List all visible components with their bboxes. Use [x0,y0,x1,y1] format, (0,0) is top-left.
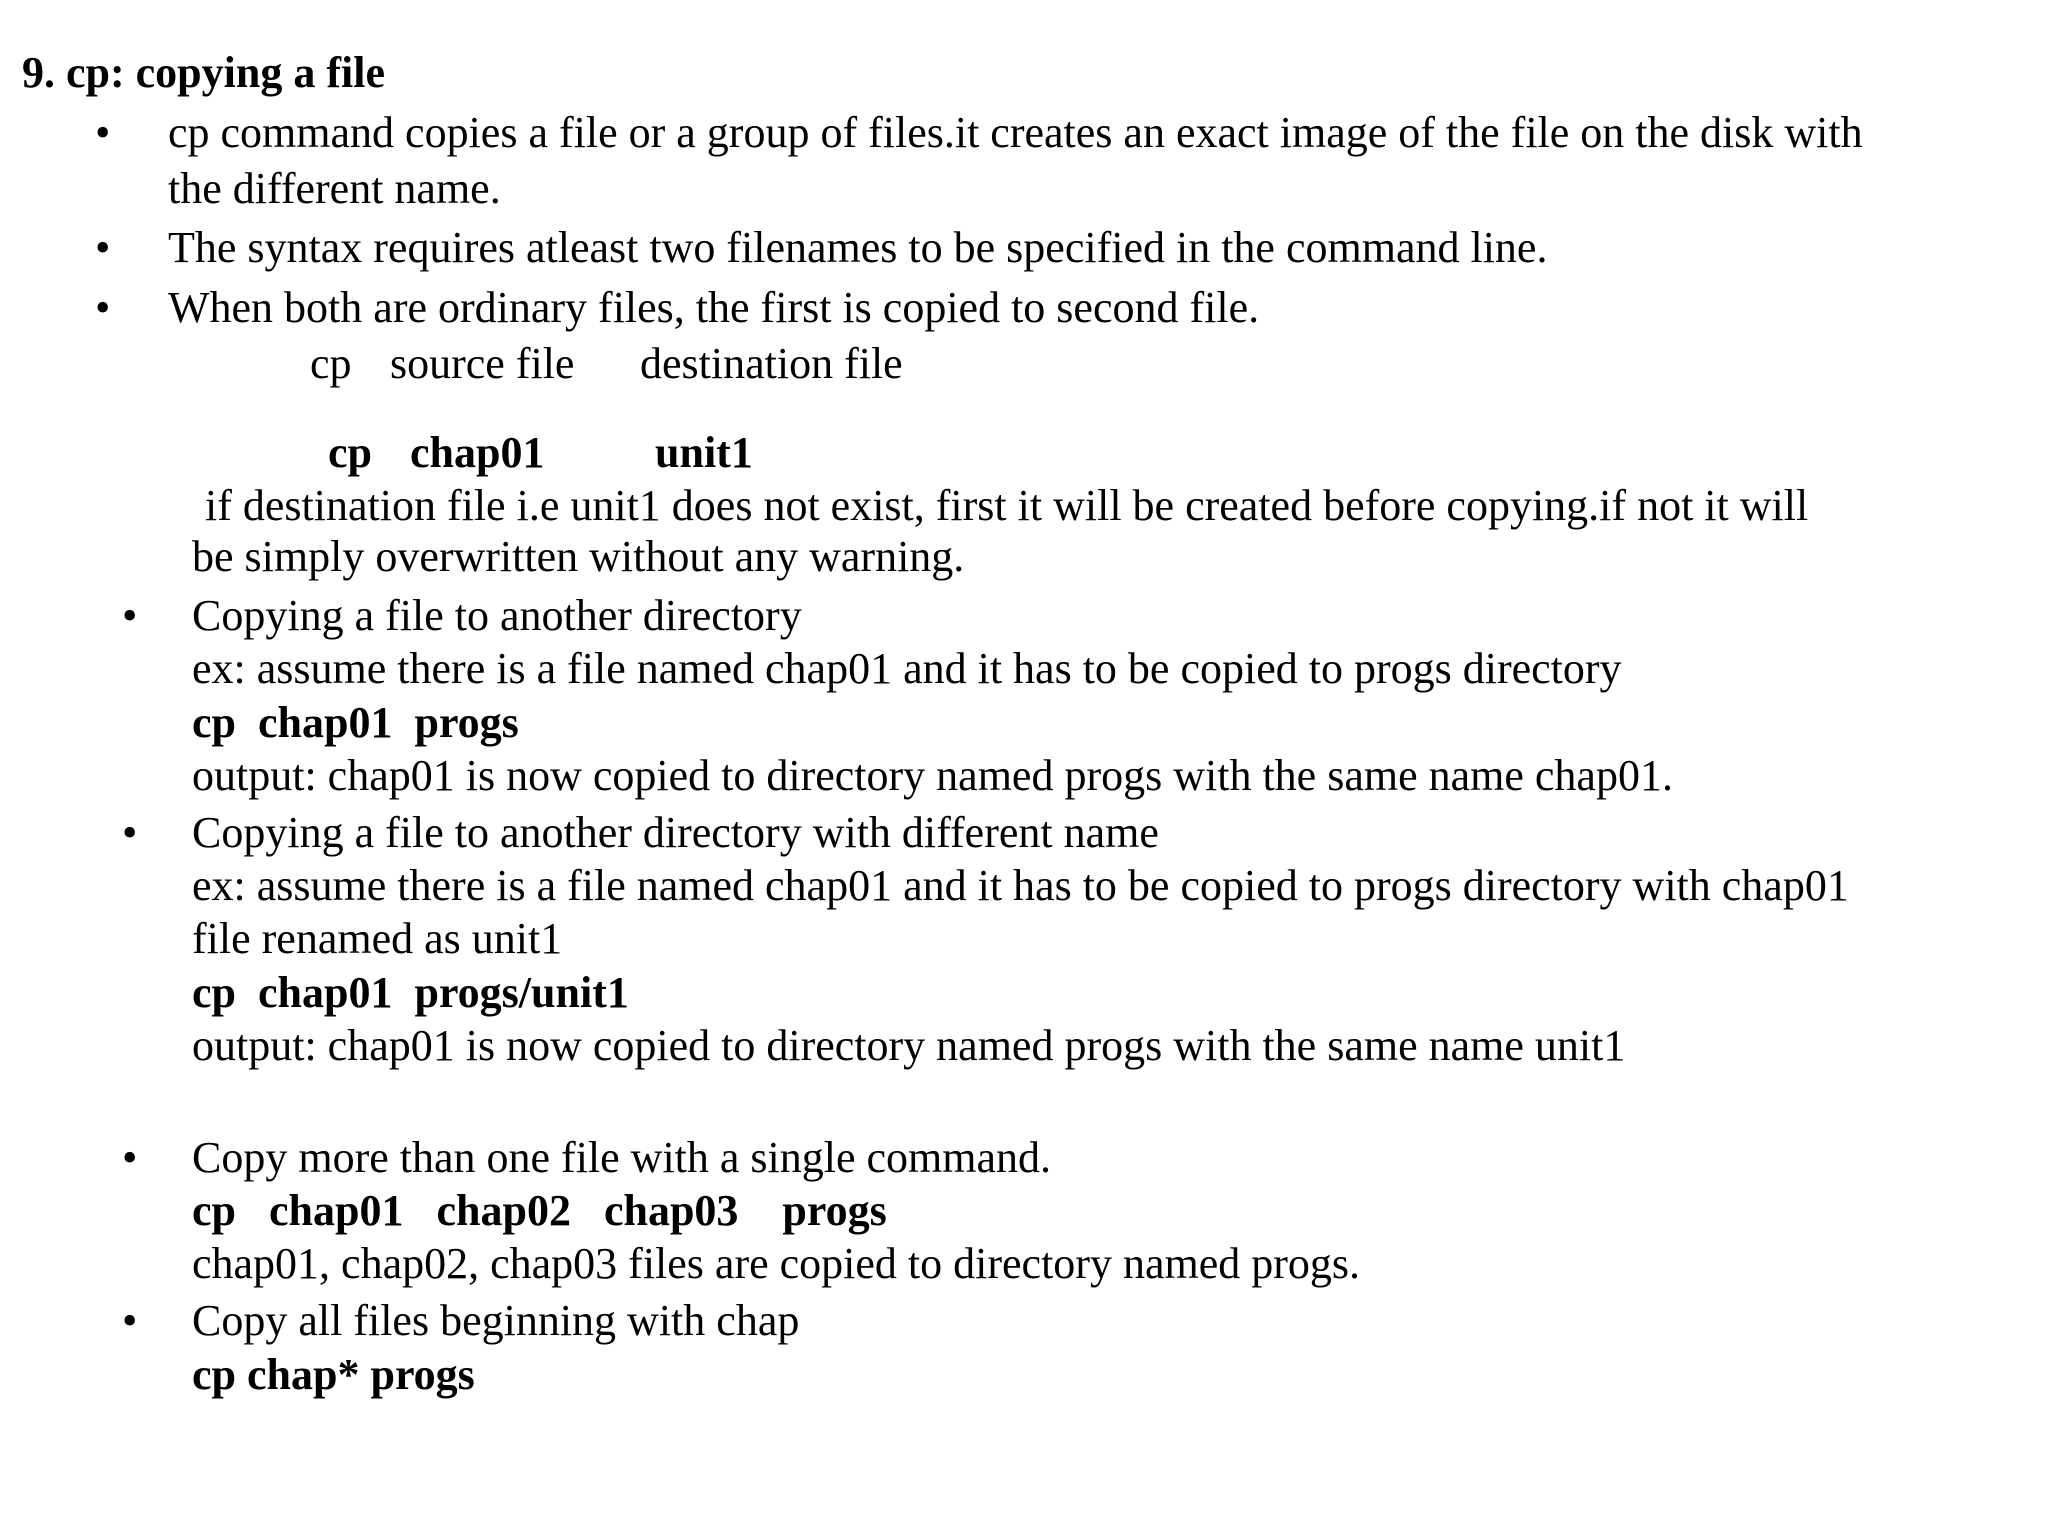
section-heading: 9. cp: copying a file [22,48,385,97]
bullet-1-line-2: the different name. [168,164,501,213]
bullet-4-title: Copying a file to another directory [192,591,802,640]
bullet-7-title: Copy all files beginning with chap [192,1296,800,1345]
bullet-4-output: output: chap01 is now copied to directory named progs with the same name chap01. [192,751,1673,800]
bullet-glyph: • [122,1133,138,1182]
bullet-5-example-line-2: file renamed as unit1 [192,914,563,963]
bullet-6-description: chap01, chap02, chap03 files are copied to directory named progs. [192,1239,1361,1288]
bullet-1-line-1: cp command copies a file or a group of files.it creates an exact image of the file on the disk with [168,108,1863,157]
example-source: chap01 [410,428,545,477]
note-line-2: be simply overwritten without any warning. [192,532,965,581]
bullet-6-command: cp chap01 chap02 chap03 progs [192,1186,887,1235]
bullet-4-example: ex: assume there is a file named chap01 and it has to be copied to progs directory [192,644,1622,693]
example-cmd: cp [328,428,372,477]
bullet-glyph: • [122,1296,138,1345]
note-line-1: if destination file i.e unit1 does not exist, first it will be created before copying.if not it will [205,481,1809,530]
bullet-2-line-1: The syntax requires atleast two filenames to be specified in the command line. [168,223,1548,272]
bullet-5-command: cp chap01 progs/unit1 [192,968,629,1017]
bullet-glyph: • [122,591,138,640]
bullet-glyph: • [95,223,111,272]
bullet-7-command: cp chap* progs [192,1350,475,1399]
bullet-6-title: Copy more than one file with a single command. [192,1133,1052,1182]
bullet-5-title: Copying a file to another directory with different name [192,808,1159,857]
bullet-5-example-line-1: ex: assume there is a file named chap01 and it has to be copied to progs directory with chap01 [192,861,1849,910]
syntax-cmd: cp [310,339,352,388]
example-destination: unit1 [655,428,753,477]
bullet-3-line-1: When both are ordinary files, the first is copied to second file. [168,283,1260,332]
syntax-destination: destination file [640,339,903,388]
bullet-4-command: cp chap01 progs [192,698,519,747]
bullet-5-output: output: chap01 is now copied to directory named progs with the same name unit1 [192,1021,1626,1070]
bullet-glyph: • [95,108,111,157]
syntax-source: source file [390,339,575,388]
bullet-glyph: • [95,283,111,332]
bullet-glyph: • [122,808,138,857]
